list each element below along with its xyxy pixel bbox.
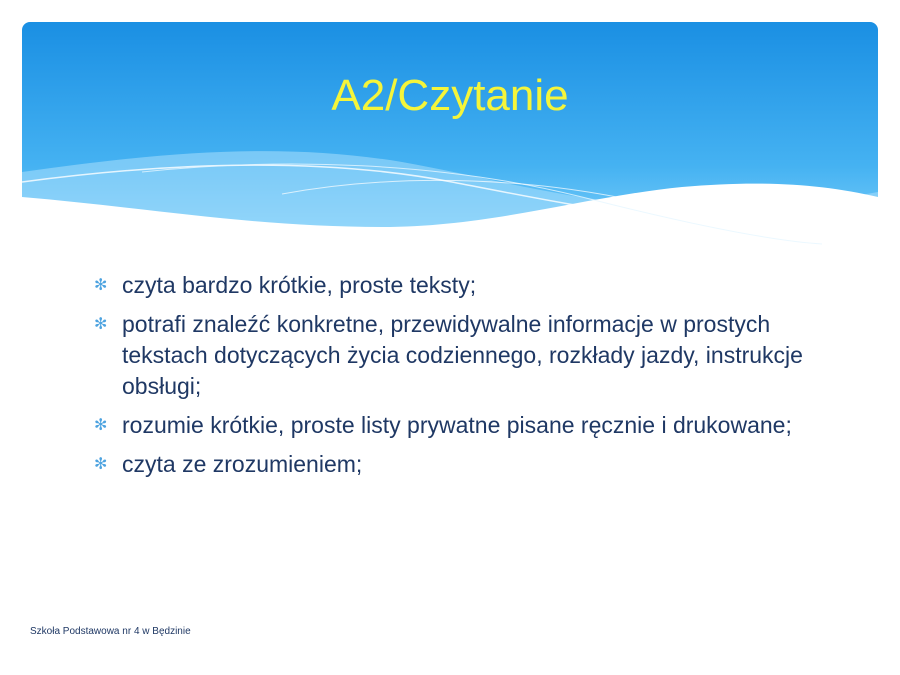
bullet-text: rozumie krótkie, proste listy prywatne pisane ręcznie i drukowane; bbox=[122, 412, 792, 438]
bullet-item bbox=[92, 270, 832, 301]
bullet-item bbox=[92, 309, 832, 402]
bullet-item bbox=[92, 449, 832, 480]
bullet-text: potrafi znaleźć konkretne, przewidywalne informacje w prostych tekstach dotyczących życia codziennego, rozkłady jazdy, instrukcje obsługi; bbox=[122, 311, 803, 399]
wave-graphic bbox=[22, 22, 878, 262]
bullet-list bbox=[92, 270, 832, 488]
asterisk-bullet-icon: ✻ bbox=[94, 316, 108, 333]
slide-title: A2/Czytanie bbox=[331, 71, 569, 120]
bullet-item bbox=[92, 410, 832, 441]
header-wave-background bbox=[22, 22, 878, 262]
bullet-text: czyta bardzo krótkie, proste teksty; bbox=[122, 272, 477, 298]
asterisk-bullet-icon: ✻ bbox=[94, 417, 108, 434]
asterisk-bullet-icon: ✻ bbox=[94, 277, 108, 294]
asterisk-bullet-icon: ✻ bbox=[94, 456, 108, 473]
slide-footer: Szkoła Podstawowa nr 4 w Będzinie bbox=[30, 626, 191, 637]
bullet-text: czyta ze zrozumieniem; bbox=[122, 451, 363, 477]
